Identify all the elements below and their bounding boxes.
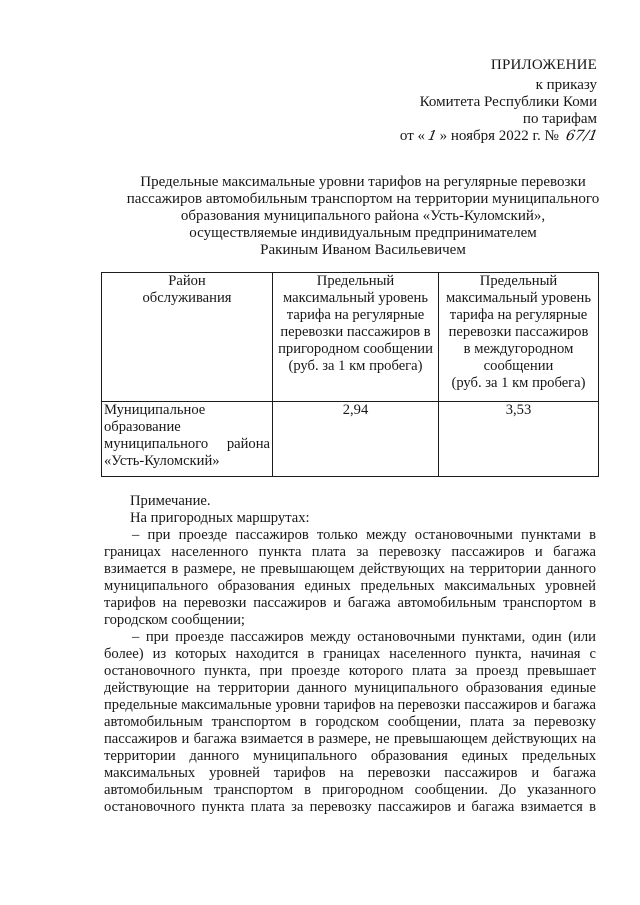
cell-suburban-tariff: 2,94 (273, 402, 439, 477)
header-intercity-line: перевозки пассажиров (448, 324, 589, 340)
table-row (102, 402, 599, 477)
header-cell-intercity (439, 273, 599, 402)
table-header-row (102, 273, 599, 402)
header-suburban-line: максимальный уровень (282, 290, 429, 306)
paragraph-line: действующие на территории данного муниципального образования единые (104, 680, 596, 696)
notes-title: Примечание. (130, 493, 211, 509)
heading-line: пассажиров автомобильным транспортом на территории муниципального (126, 191, 600, 207)
date-prefix: от « (399, 128, 425, 144)
appendix-committee-line: Комитета Республики Коми (419, 94, 597, 110)
header-suburban-line: перевозки пассажиров в (280, 324, 431, 340)
appendix-block (400, 57, 597, 145)
service-area-line: Муниципальное (104, 402, 206, 418)
appendix-title: ПРИЛОЖЕНИЕ (490, 57, 597, 73)
header-suburban-line: (руб. за 1 км пробега) (288, 358, 423, 374)
paragraph-line: пассажиров и багажа взимается в размере, не превышающем действующих на (104, 731, 596, 747)
notes-section (104, 493, 596, 816)
document-heading (120, 174, 606, 259)
header-area-line: Район (168, 273, 206, 289)
header-suburban-line: тарифа на регулярные (286, 307, 425, 323)
header-suburban-line: пригородном сообщении (278, 341, 433, 357)
header-suburban-line: Предельный (316, 273, 395, 289)
paragraph-line: муниципального образования единых предельных максимальных уровней (104, 578, 596, 594)
header-area-line: обслуживания (142, 290, 232, 306)
paragraph-line: городском сообщении; (104, 612, 245, 628)
handwritten-day: 1 (426, 128, 439, 144)
paragraph-line: более) из которых находится в границах населенного пункта, начиная с (104, 646, 596, 662)
cell-intercity-tariff: 3,53 (439, 402, 599, 477)
header-cell-suburban (273, 273, 439, 402)
header-intercity-line: максимальный уровень (445, 290, 592, 306)
header-intercity-line: тарифа на регулярные (449, 307, 588, 323)
handwritten-order-number: 67/1 (564, 128, 599, 144)
header-cell-area (102, 273, 273, 402)
heading-line: Предельные максимальные уровни тарифов на регулярные перевозки (140, 174, 586, 190)
note-paragraph (104, 629, 596, 816)
heading-line: образования муниципального района «Усть-Куломский», (180, 208, 546, 224)
service-area-line: образование (104, 419, 181, 435)
header-intercity-line: сообщении (483, 358, 554, 374)
paragraph-line: максимальных уровней тарифов на перевозки пассажиров и багажа (104, 765, 596, 781)
paragraph-line: остановочного пункта плата за перевозку пассажиров и багажа взимается в (104, 799, 596, 815)
paragraph-line: территории данного муниципального образования единых предельных (104, 748, 596, 764)
appendix-subject-line: по тарифам (522, 111, 597, 127)
paragraph-line: взимается в размере, не превышающем действующих на территории данного (104, 561, 596, 577)
heading-line: осуществляемые индивидуальным предпринимателем (189, 225, 537, 241)
date-suffix: » ноября 2022 г. № (439, 128, 559, 144)
service-area-line: «Усть-Куломский» (104, 453, 220, 469)
cell-service-area (102, 402, 273, 477)
paragraph-line: тарифов на перевозки пассажиров и багажа автомобильным транспортом в (104, 595, 596, 611)
order-date-line (400, 128, 597, 145)
paragraph-line: остановочного пункта, при проезде которого плата за проезд превышает (104, 663, 596, 679)
tariff-table (101, 272, 599, 477)
paragraph-line: границах населенного пункта плата за перевозку пассажиров и багажа (104, 544, 596, 560)
paragraph-line: – при проезде пассажиров между остановочными пунктами, один (или (132, 629, 596, 645)
paragraph-line: автомобильным транспортом в городском сообщении, плата за перевозку (104, 714, 596, 730)
appendix-order-line: к приказу (535, 77, 597, 93)
paragraph-line: автомобильным транспортом в пригородном сообщении. До указанного (104, 782, 596, 798)
header-intercity-line: (руб. за 1 км пробега) (451, 375, 586, 391)
paragraph-line: предельные максимальные уровни тарифов на перевозки пассажиров и багажа (104, 697, 596, 713)
service-area-line: муниципального района (104, 436, 270, 452)
notes-intro: На пригородных маршрутах: (130, 510, 310, 526)
header-intercity-line: в междугородном (463, 341, 574, 357)
paragraph-line: – при проезде пассажиров только между остановочными пунктами в (132, 527, 596, 543)
note-paragraph (104, 527, 596, 629)
header-intercity-line: Предельный (479, 273, 558, 289)
heading-line: Ракиным Иваном Васильевичем (260, 242, 466, 258)
